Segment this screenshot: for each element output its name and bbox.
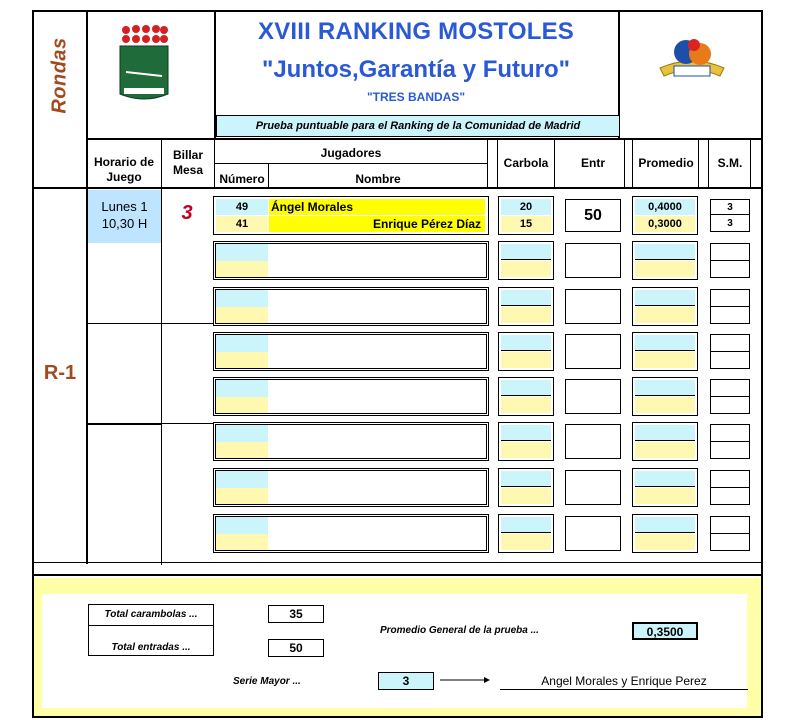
number-cell <box>216 397 268 413</box>
divider <box>632 140 633 187</box>
col-horario: Horario de Juego <box>93 155 154 184</box>
player1-promedio: 0,4000 <box>635 199 695 215</box>
divider <box>624 140 625 187</box>
carambolas-cell <box>501 488 551 504</box>
entradas-cell <box>565 289 621 324</box>
promedio-general-value: 0,3500 <box>632 622 698 640</box>
schedule-time: 10,30 H <box>101 216 148 231</box>
divider <box>487 140 488 187</box>
promedio-cell <box>635 534 695 550</box>
promedio-cell <box>635 380 695 396</box>
carambolas-cell <box>501 352 551 368</box>
divider <box>708 140 709 187</box>
player1-number: 49 <box>216 199 268 215</box>
number-cell <box>216 290 268 307</box>
col-carbola: Carbola <box>503 156 549 170</box>
sm-box <box>710 379 750 414</box>
round-label: R-1 <box>43 362 77 384</box>
arrow-icon <box>440 672 490 688</box>
col-nombre: Nombre <box>355 172 401 186</box>
serie-mayor-label: Serie Mayor ... <box>233 676 301 687</box>
number-cell <box>216 352 268 368</box>
col-numero: Número <box>219 172 265 186</box>
number-cell <box>216 380 268 397</box>
player2-carambolas: 15 <box>501 216 551 232</box>
divider <box>86 323 214 324</box>
number-cell <box>216 517 268 534</box>
player1-sm: 3 <box>711 200 749 215</box>
promedio-cell <box>635 397 695 413</box>
sm-box <box>710 243 750 278</box>
promedio-cell <box>635 517 695 533</box>
number-cell <box>216 534 268 550</box>
promedio-cell <box>635 471 695 487</box>
number-cell <box>216 335 268 352</box>
carambolas-cell <box>501 261 551 277</box>
entradas-cell <box>565 424 621 459</box>
promedio-cell <box>635 307 695 323</box>
sm-box <box>710 334 750 369</box>
total-carambolas-label: Total carambolas ... <box>88 604 214 626</box>
carambolas-cell <box>501 534 551 550</box>
number-cell <box>216 442 268 458</box>
sm-box <box>710 289 750 324</box>
divider <box>698 140 699 187</box>
serie-mayor-players: Angel Morales y Enrique Perez <box>500 674 748 690</box>
col-jugadores: Jugadores <box>320 146 382 160</box>
col-entr: Entr <box>581 156 605 170</box>
number-cell <box>216 425 268 442</box>
divider <box>750 140 751 187</box>
player2-sm: 3 <box>727 218 733 229</box>
col-billar: Billar Mesa <box>172 148 204 177</box>
player2-name: Enrique Pérez Díaz <box>269 216 485 232</box>
promedio-general-label: Promedio General de la prueba ... <box>380 625 539 636</box>
number-cell <box>216 471 268 488</box>
player2-number: 41 <box>216 216 268 232</box>
player1-carambolas: 20 <box>501 199 551 215</box>
number-cell <box>216 488 268 504</box>
subtitle-banner: Prueba puntuable para el Ranking de la Comunidad de Madrid <box>216 115 620 137</box>
divider <box>161 140 162 565</box>
rondas-label: Rondas <box>48 36 71 114</box>
carambolas-cell <box>501 425 551 441</box>
total-entradas-value: 50 <box>268 639 324 657</box>
schedule-day: Lunes 1 <box>101 199 148 214</box>
carambolas-cell <box>501 307 551 323</box>
player2-promedio: 0,3000 <box>635 216 695 232</box>
promedio-cell <box>635 261 695 277</box>
col-sm: S.M. <box>717 156 743 170</box>
federacion-logo <box>112 24 174 104</box>
carambolas-cell <box>501 335 551 351</box>
divider <box>86 12 88 564</box>
divider <box>497 140 498 187</box>
carambolas-cell <box>501 290 551 306</box>
promedio-cell <box>635 244 695 260</box>
club-logo <box>656 36 728 86</box>
entradas-cell <box>565 243 621 278</box>
entradas-cell <box>565 334 621 369</box>
number-cell <box>216 244 268 261</box>
motto: "Juntos,Garantía y Futuro" <box>261 56 571 83</box>
divider <box>34 187 763 189</box>
carambolas-cell <box>501 397 551 413</box>
divider <box>554 140 555 187</box>
carambolas-cell <box>501 471 551 487</box>
sm-box <box>710 424 750 459</box>
promedio-cell <box>635 290 695 306</box>
promedio-cell <box>635 425 695 441</box>
entradas-value: 50 <box>565 199 621 232</box>
page-title: XVIII RANKING MOSTOLES <box>258 18 574 45</box>
promedio-cell <box>635 352 695 368</box>
carambolas-cell <box>501 517 551 533</box>
carambolas-cell <box>501 380 551 396</box>
divider <box>214 163 488 164</box>
promedio-cell <box>635 335 695 351</box>
divider <box>268 163 269 187</box>
carambolas-cell <box>501 442 551 458</box>
divider <box>86 423 162 425</box>
sm-box <box>710 470 750 505</box>
number-cell <box>216 307 268 323</box>
serie-mayor-value: 3 <box>378 672 434 690</box>
promedio-cell <box>635 442 695 458</box>
player1-name: Ángel Morales <box>269 199 485 215</box>
total-carambolas-value: 35 <box>268 605 324 623</box>
entradas-cell <box>565 379 621 414</box>
col-promedio: Promedio <box>638 156 694 170</box>
divider <box>34 562 763 563</box>
number-cell <box>216 261 268 277</box>
divider <box>86 138 763 140</box>
table-number: 3 <box>181 202 193 224</box>
schedule-cell <box>88 190 161 243</box>
entradas-cell <box>565 470 621 505</box>
modality: "TRES BANDAS" <box>366 90 466 104</box>
sm-box <box>710 516 750 551</box>
entradas-cell <box>565 516 621 551</box>
divider <box>34 574 763 576</box>
divider <box>161 423 214 424</box>
promedio-cell <box>635 488 695 504</box>
total-entradas-label: Total entradas ... <box>88 626 214 656</box>
carambolas-cell <box>501 244 551 260</box>
